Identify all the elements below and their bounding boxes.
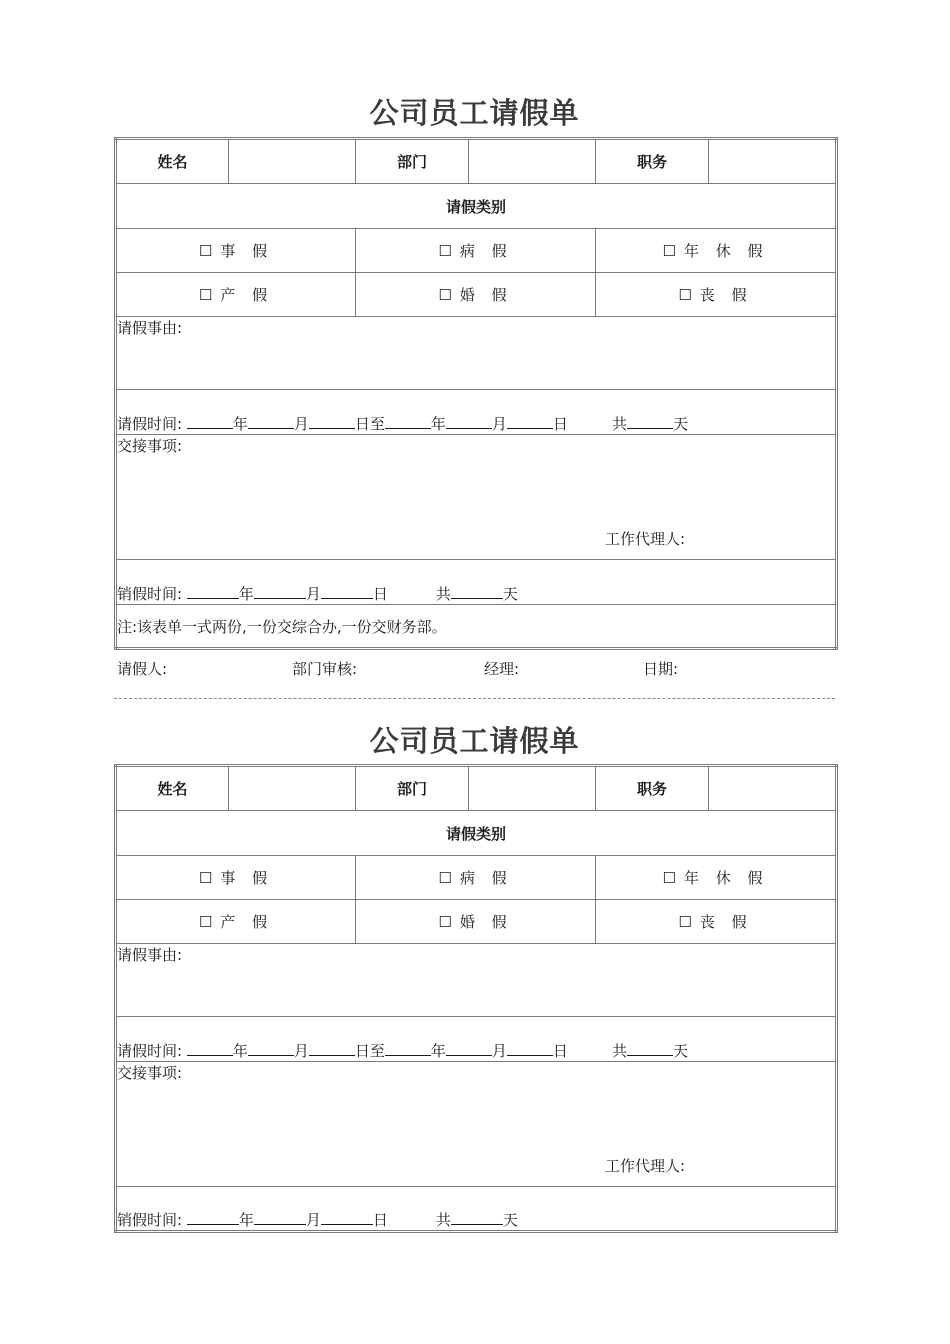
category-header: 请假类别	[116, 811, 837, 856]
category-header: 请假类别	[116, 184, 837, 229]
cancel-time-label: 销假时间:	[117, 585, 183, 603]
unit-month: 月	[293, 415, 309, 433]
unit-total: 共	[435, 1211, 451, 1229]
name-label: 姓名	[116, 766, 229, 811]
blank-total-days[interactable]	[451, 1210, 503, 1225]
unit-days: 天	[502, 585, 518, 603]
category-bereavement[interactable]	[596, 900, 837, 944]
unit-days: 天	[672, 1042, 688, 1060]
checkbox-icon[interactable]: ☐	[438, 286, 452, 304]
category-marriage[interactable]	[356, 273, 596, 317]
dept-field[interactable]	[469, 139, 596, 184]
blank-month2[interactable]	[446, 1041, 492, 1056]
blank-year2[interactable]	[385, 414, 431, 429]
blank-day[interactable]	[321, 1210, 373, 1225]
category-maternity[interactable]	[116, 900, 356, 944]
checkbox-icon[interactable]: ☐	[198, 869, 213, 887]
handover-label: 交接事项:	[117, 437, 183, 455]
name-field[interactable]	[229, 766, 356, 811]
blank-month[interactable]	[254, 1210, 306, 1225]
form-title: 公司员工请假单	[369, 96, 580, 130]
checkbox-icon[interactable]: ☐	[198, 242, 213, 260]
leave-time-label: 请假时间:	[117, 1042, 183, 1060]
leave-time-row	[116, 1017, 837, 1062]
handover-field[interactable]	[116, 1062, 837, 1187]
category-label: 病 假	[459, 242, 513, 260]
category-marriage[interactable]	[356, 900, 596, 944]
form-title: 公司员工请假单	[369, 724, 580, 758]
checkbox-icon[interactable]: ☐	[198, 913, 213, 931]
unit-days: 天	[502, 1211, 518, 1229]
checkbox-icon[interactable]: ☐	[662, 242, 676, 260]
unit-year: 年	[232, 415, 248, 433]
blank-month2[interactable]	[446, 414, 492, 429]
agent-label: 工作代理人:	[605, 530, 686, 548]
date-label: 日期:	[643, 660, 679, 678]
reason-field[interactable]	[116, 944, 837, 1017]
category-sick[interactable]	[356, 856, 596, 900]
blank-total-days[interactable]	[627, 1041, 673, 1056]
category-label: 年 休 假	[683, 242, 769, 260]
handover-label: 交接事项:	[117, 1064, 183, 1082]
agent-label: 工作代理人:	[605, 1157, 686, 1175]
blank-day2[interactable]	[507, 414, 553, 429]
position-field[interactable]	[709, 766, 837, 811]
blank-year[interactable]	[187, 1041, 233, 1056]
checkbox-icon[interactable]: ☐	[662, 869, 676, 887]
unit-days: 天	[672, 415, 688, 433]
unit-day2: 日	[552, 415, 568, 433]
category-bereavement[interactable]	[596, 273, 837, 317]
handover-field[interactable]	[116, 435, 837, 560]
dept-label: 部门	[356, 766, 469, 811]
blank-day[interactable]	[309, 1041, 355, 1056]
leave-time-row	[116, 390, 837, 435]
category-annual[interactable]	[596, 856, 837, 900]
checkbox-icon[interactable]: ☐	[438, 913, 452, 931]
unit-month: 月	[293, 1042, 309, 1060]
category-label: 病 假	[459, 869, 513, 887]
name-field[interactable]	[229, 139, 356, 184]
category-label: 产 假	[220, 286, 274, 304]
unit-day2: 日	[552, 1042, 568, 1060]
blank-year[interactable]	[187, 1210, 239, 1225]
position-label: 职务	[596, 766, 709, 811]
leave-time-label: 请假时间:	[117, 415, 183, 433]
unit-total: 共	[611, 1042, 627, 1060]
blank-month[interactable]	[248, 1041, 294, 1056]
category-label: 事 假	[220, 869, 274, 887]
checkbox-icon[interactable]: ☐	[438, 242, 452, 260]
blank-year[interactable]	[187, 584, 239, 599]
unit-month2: 月	[491, 415, 507, 433]
unit-year: 年	[238, 1211, 254, 1229]
reason-label: 请假事由:	[117, 946, 183, 964]
category-label: 丧 假	[699, 913, 753, 931]
unit-total: 共	[611, 415, 627, 433]
blank-year2[interactable]	[385, 1041, 431, 1056]
category-label: 婚 假	[459, 286, 513, 304]
category-sick[interactable]	[356, 229, 596, 273]
cancel-time-row	[116, 1187, 837, 1232]
unit-day-to: 日至	[354, 1042, 385, 1060]
position-field[interactable]	[709, 139, 837, 184]
reason-field[interactable]	[116, 317, 837, 390]
checkbox-icon[interactable]: ☐	[198, 286, 213, 304]
checkbox-icon[interactable]: ☐	[678, 913, 692, 931]
blank-day[interactable]	[321, 584, 373, 599]
applicant-label: 请假人:	[117, 660, 168, 678]
category-label: 婚 假	[459, 913, 513, 931]
unit-year2: 年	[430, 415, 446, 433]
unit-day: 日	[372, 1211, 388, 1229]
checkbox-icon[interactable]: ☐	[678, 286, 692, 304]
category-label: 年 休 假	[683, 869, 769, 887]
category-label: 事 假	[220, 242, 274, 260]
category-personal[interactable]	[116, 856, 356, 900]
dept-label: 部门	[356, 139, 469, 184]
unit-month: 月	[305, 585, 321, 603]
dept-review-label: 部门审核:	[292, 660, 358, 678]
blank-day2[interactable]	[507, 1041, 553, 1056]
unit-day: 日	[372, 585, 388, 603]
category-personal[interactable]	[116, 229, 356, 273]
blank-total-days[interactable]	[627, 414, 673, 429]
category-label: 丧 假	[699, 286, 753, 304]
unit-year2: 年	[430, 1042, 446, 1060]
leave-form-table	[114, 137, 838, 650]
blank-total-days[interactable]	[451, 584, 503, 599]
unit-day-to: 日至	[354, 415, 385, 433]
cancel-time-label: 销假时间:	[117, 1211, 183, 1229]
dept-field[interactable]	[469, 766, 596, 811]
leave-form-table	[114, 764, 838, 1233]
blank-day[interactable]	[309, 414, 355, 429]
manager-label: 经理:	[484, 660, 520, 678]
category-label: 产 假	[220, 913, 274, 931]
unit-total: 共	[435, 585, 451, 603]
note-text: 注:该表单一式两份,一份交综合办,一份交财务部。	[116, 605, 837, 649]
unit-year: 年	[232, 1042, 248, 1060]
blank-year[interactable]	[187, 414, 233, 429]
position-label: 职务	[596, 139, 709, 184]
unit-month: 月	[305, 1211, 321, 1229]
category-annual[interactable]	[596, 229, 837, 273]
name-label: 姓名	[116, 139, 229, 184]
unit-month2: 月	[491, 1042, 507, 1060]
category-maternity[interactable]	[116, 273, 356, 317]
cut-line	[114, 698, 835, 699]
blank-month[interactable]	[254, 584, 306, 599]
unit-year: 年	[238, 585, 254, 603]
reason-label: 请假事由:	[117, 319, 183, 337]
cancel-time-row	[116, 560, 837, 605]
blank-month[interactable]	[248, 414, 294, 429]
checkbox-icon[interactable]: ☐	[438, 869, 452, 887]
